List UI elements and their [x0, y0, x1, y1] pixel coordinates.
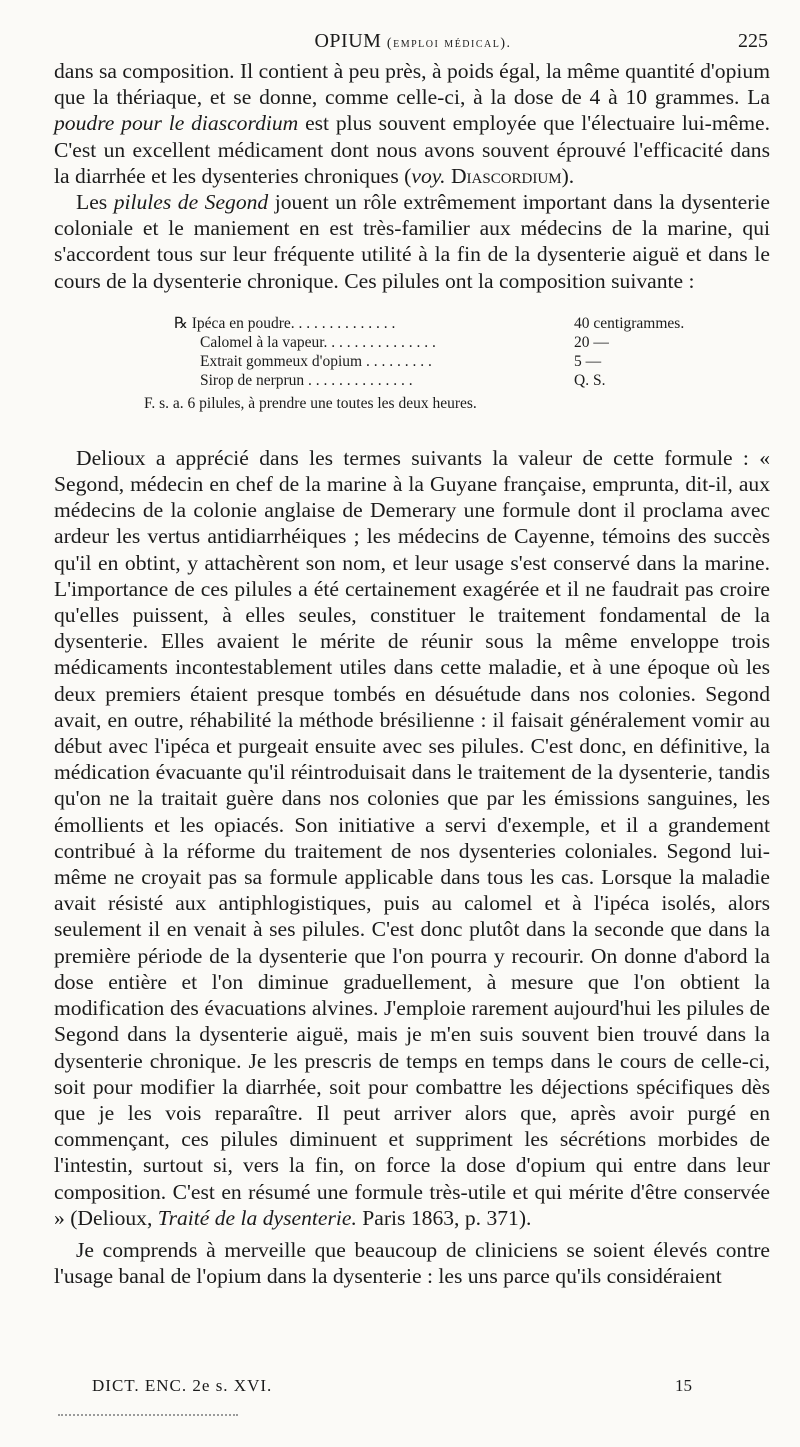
formula-row: [174, 371, 694, 390]
formula-row: [174, 333, 694, 352]
sheet-number: 15: [675, 1376, 692, 1395]
paragraph-2: [54, 189, 770, 294]
paragraph-1: [54, 58, 770, 189]
formula-ingredient: Sirop de nerprun . . . . . . . . . . . . . .: [200, 371, 413, 389]
para1-italic-d: voy.: [411, 163, 446, 188]
formula-note: F. s. a. 6 pilules, à prendre une toutes les deux heures.: [144, 394, 477, 412]
formula-quantity: 40 centigrammes.: [574, 314, 685, 332]
formula-quantity: 20 —: [574, 333, 609, 351]
page-number: 225: [738, 30, 768, 52]
printer-signature: DICT. ENC. 2e s. XVI.: [92, 1376, 273, 1395]
running-title: [58, 30, 768, 53]
running-title-main: OPIUM: [314, 30, 382, 52]
formula-quantity: Q. S.: [574, 371, 606, 389]
formula-row: [174, 314, 694, 333]
para2-text-a: Les: [76, 190, 114, 215]
running-header: [58, 30, 768, 60]
prescription-formula: [144, 314, 694, 413]
para3-text-c: Paris 1863, p. 371).: [356, 1205, 532, 1230]
para1-italic-b: poudre pour le diascordium: [54, 111, 299, 136]
para3-italic-b: Traité de la dysenterie.: [157, 1205, 357, 1230]
para1-smallcaps-e: Diascordium: [450, 163, 562, 188]
print-specks: [58, 1414, 238, 1420]
paragraph-3: [54, 445, 770, 1231]
para3-text-a: Delioux a apprécié dans les termes suivants la valeur de cette formule : « Segond, médecin en chef de la marine à la Guyane française, emprunta, dit-il, aux médecins de la colonie anglaise de Demerary une formule dont il proclama avec ardeur les vertus antidiarrhéiques ; les médecins de Cayenne, témoins des succès qu'il en obtint, y attachèrent son nom, et leur usage s'est conservé dans la marine. L'importance de ces pilules a été certainement exagérée et il ne faudrait pas croire qu'elles puissent, à elles seules, constituer le traitement fondamental de la dysenterie. Elles avaient le mérite de réunir sous la même enveloppe trois médicaments incontestablement utiles dans cette maladie, et à une époque où les deux premiers étaient presque tombés en désuétude dans nos colonies. Segond avait, en outre, réhabilité la méthode brésilienne : il faisait généralement vomir au début avec l'ipéca et purgeait ensuite avec ses pilules. C'est donc, en définitive, la médication évacuante qu'il réintroduisait dans le traitement de la dysenterie, tandis qu'on ne la traitait guère dans nos colonies que par les émissions sanguines, les émollients et les opiacés. Son initiative a servi d'exemple, et il a grandement contribué à la réforme du traitement de nos dysenteries coloniales. Segond lui-même ne croyait pas sa formule applicable dans tous les cas. Lorsque la maladie avait résisté aux antiphlogistiques, puis au calomel et à l'ipéca isolés, alors seulement il en venait à ses pilules. C'est donc plutôt dans la seconde que dans la première période de la dysenterie que l'on pourra y recourir. On donne d'abord la dose entière et l'on diminue graduellement, à mesure que l'on obtient la modification des évacuations alvines. J'emploie rarement aujourd'hui les pilules de Segond dans la dysenterie aiguë, mais je m'en suis souvent bien trouvé dans la dysenterie chronique. Je les prescris de temps en temps dans le cours de celle-ci, soit pour modifier la diarrhée, soit pour combattre les déjections spécifiques dès que je les vois reparaître. Il peut arriver alors que, après avoir purgé en commençant, ces pilules diminuent et suppriment les sécrétions morbides de l'intestin, surtout si, vers la fin, on force la dose d'opium qui entre dans leur composition. C'est en résumé une formule très-utile et qui mérite d'être conservée » (Delioux,: [54, 445, 770, 1230]
formula-ingredient: ℞ Ipéca en poudre. . . . . . . . . . . . . .: [174, 314, 396, 332]
para4-text-a: Je comprends à merveille que beaucoup de cliniciens se soient élevés contre l'usage banal de l'opium dans la dysenterie : les uns parce qu'ils considéraient: [54, 1237, 770, 1289]
formula-ingredient: Extrait gommeux d'opium . . . . . . . . .: [200, 352, 432, 370]
formula-row: [174, 352, 694, 371]
para1-text-a: dans sa composition. Il contient à peu près, à poids égal, la même quantité d'opium que la thériaque, et se donne, comme celle-ci, à la dose de 4 à 10 grammes. La: [54, 59, 770, 110]
body-text: [54, 58, 770, 1289]
para2-text-c: jouent un rôle extrêmement important dans la dysenterie coloniale et le maniement en est très-familier aux médecins de la marine, qui s'accordent tous sur leur fréquente utilité à la fin de la dysenterie aiguë et dans le cours de la dysenterie chronique. Ces pilules ont la composition suivante :: [54, 190, 771, 293]
running-title-sub: (emploi médical).: [386, 36, 512, 51]
para1-text-c: est plus souvent employée que l'électuaire lui-même. C'est un excellent médicament dont nous avons souvent éprouvé l'efficacité dans la diarrhée et les dysenteries chroniques (: [54, 111, 770, 188]
formula-quantity: 5 —: [574, 352, 602, 370]
formula-ingredient: Calomel à la vapeur. . . . . . . . . . . . . . .: [200, 333, 436, 351]
paragraph-4: [54, 1237, 770, 1289]
para1-text-f: ).: [561, 163, 575, 188]
para2-italic-b: pilules de Segond: [113, 190, 269, 215]
